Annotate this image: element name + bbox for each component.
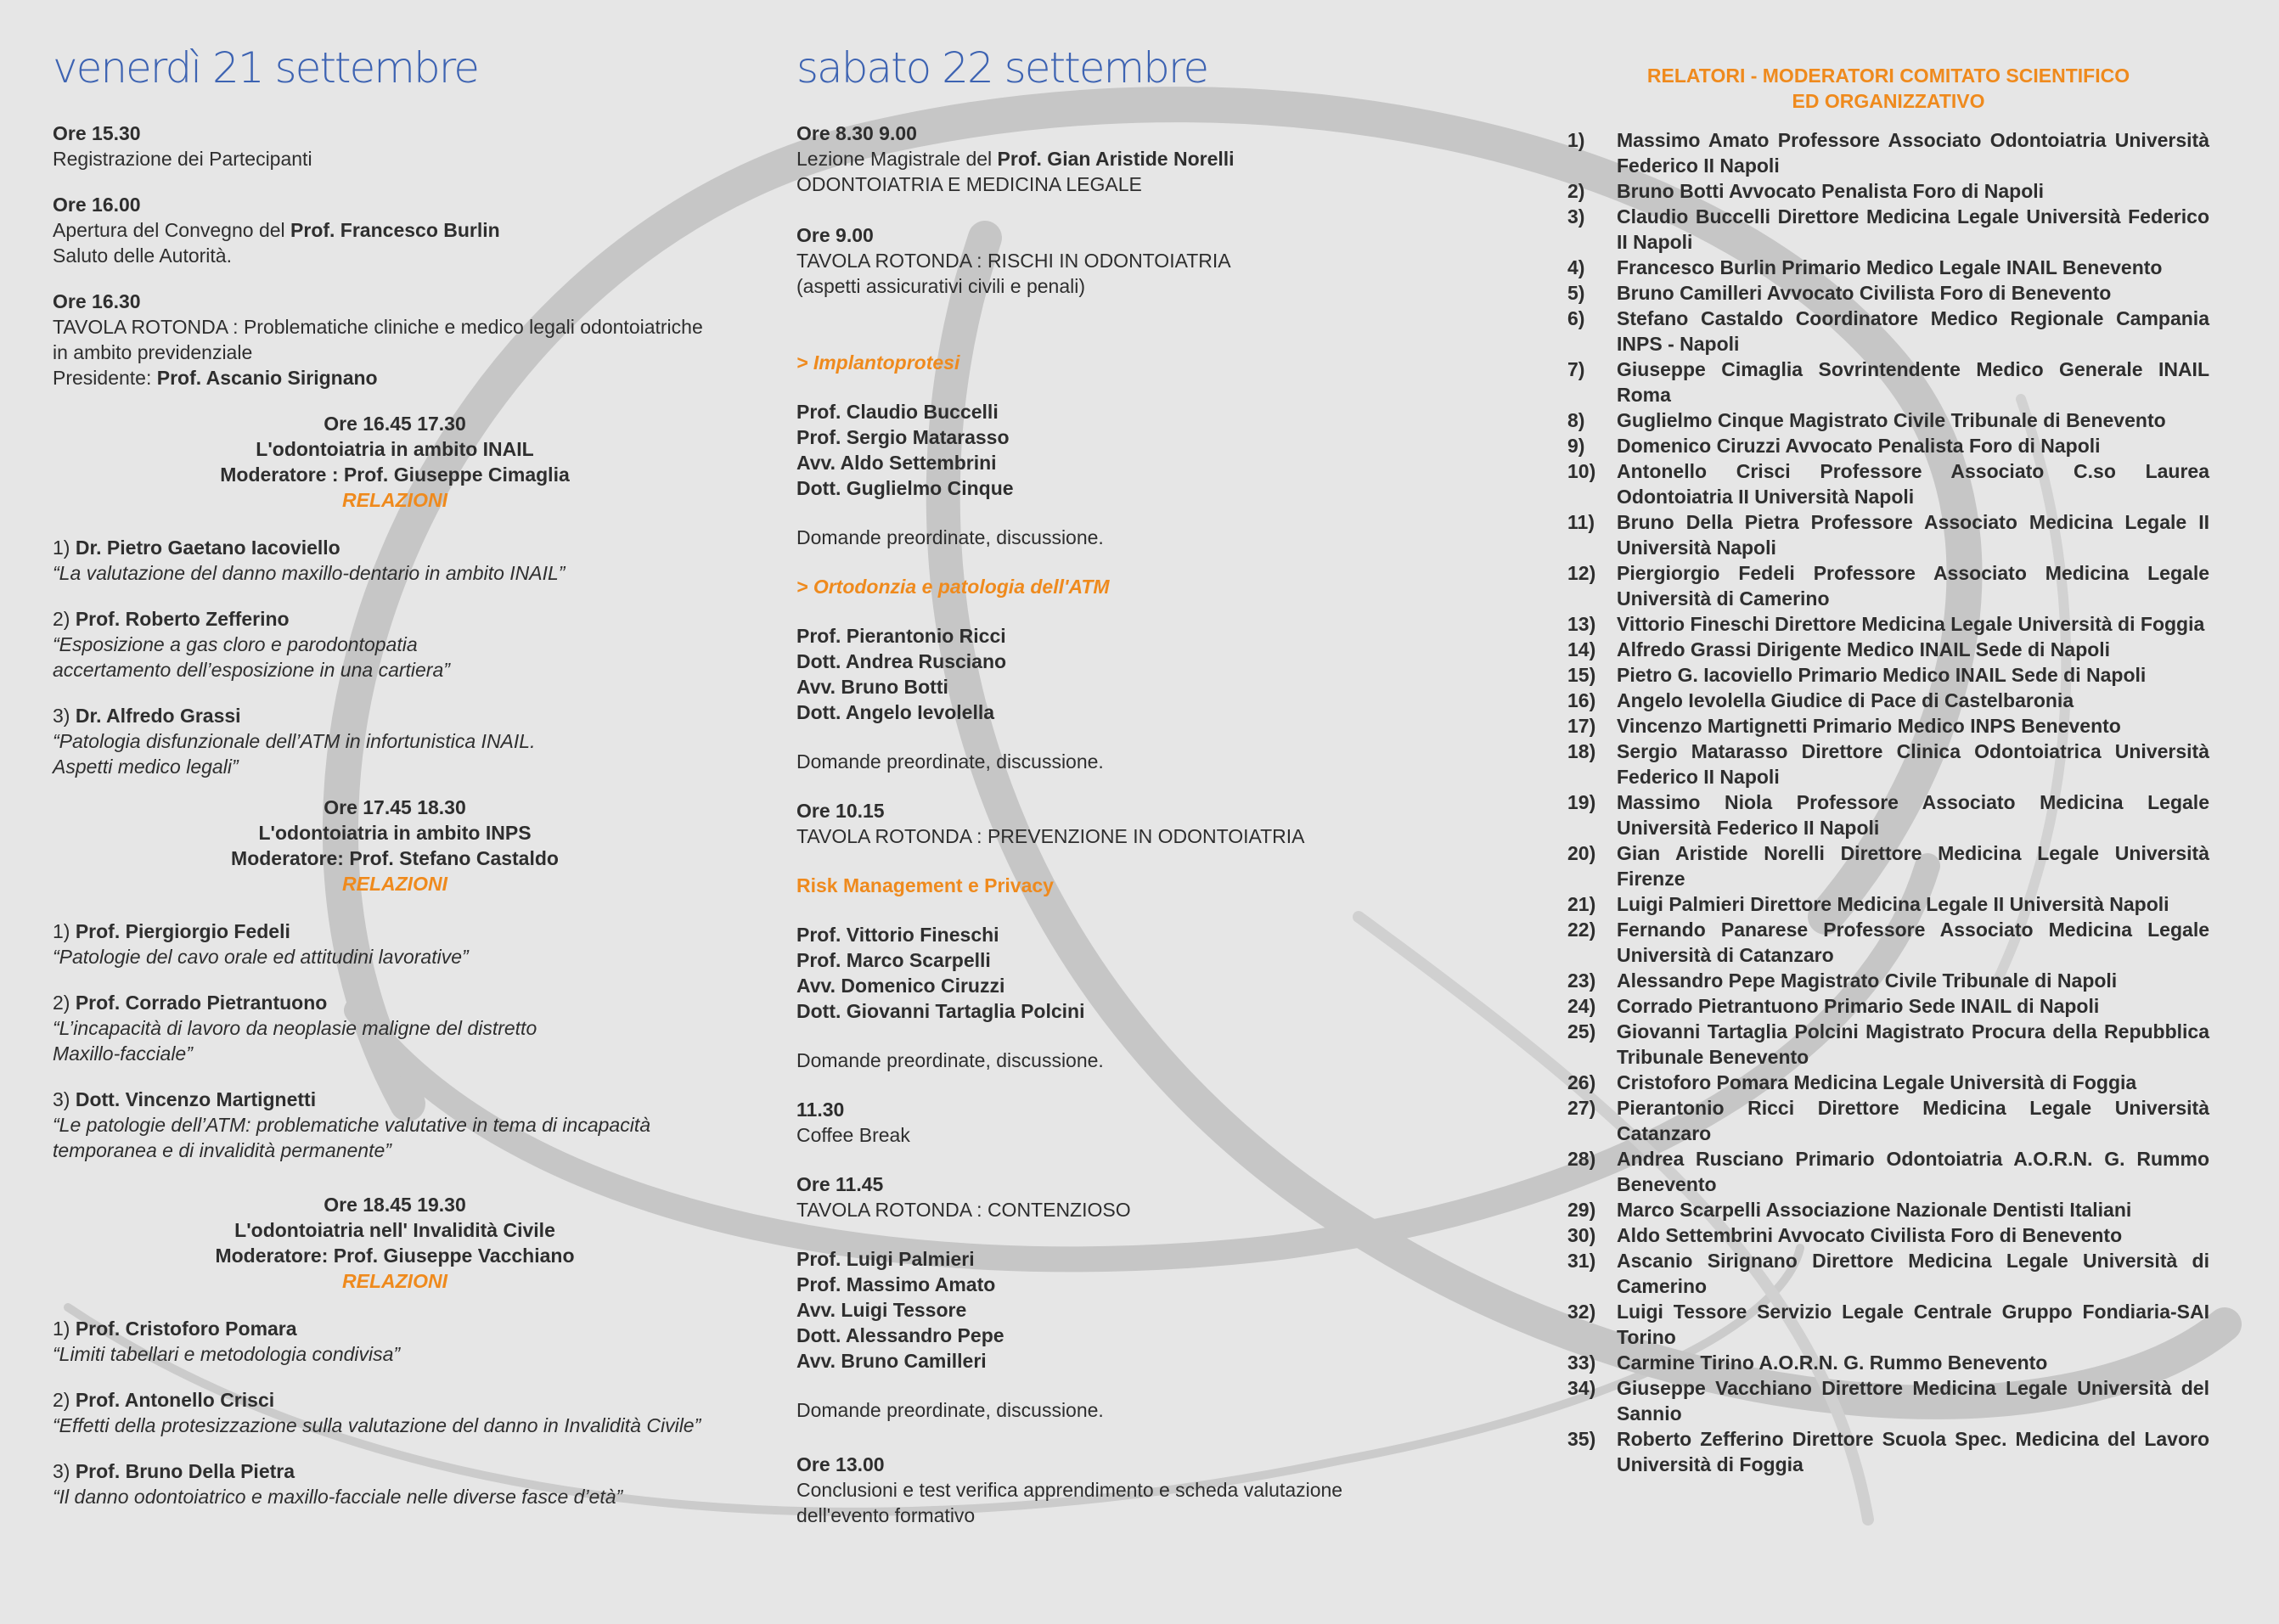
talk-speaker: Prof. Bruno Della Pietra — [75, 1460, 295, 1482]
session-inps-header — [53, 795, 737, 896]
talk-number: 2) — [53, 992, 76, 1014]
section-risk-management: Risk Management e Privacy — [796, 874, 1054, 896]
relatore-text: Domenico Ciruzzi Avvocato Penalista Foro di Napoli — [1617, 435, 2101, 457]
relatore-text: Bruno Camilleri Avvocato Civilista Foro di Benevento — [1617, 282, 2112, 304]
relatore-text: Alfredo Grassi Dirigente Medico INAIL Sede di Napoli — [1617, 638, 2111, 660]
speaker-name: Dott. Giovanni Tartaglia Polcini — [796, 1000, 1085, 1022]
relatore-text: Cristoforo Pomara Medicina Legale Università di Foggia — [1617, 1071, 2137, 1093]
relatore-item — [1567, 993, 2209, 1019]
session-inail-header — [53, 411, 737, 513]
roundtable-prevention-block — [796, 798, 1408, 849]
speaker-name: Prof. Sergio Matarasso — [796, 426, 1010, 448]
relatori-heading — [1567, 63, 2209, 114]
talk-title: “Limiti tabellari e metodologia condivisa” — [53, 1343, 401, 1365]
relatore-item — [1567, 611, 2209, 637]
relatore-number: 17) — [1567, 715, 1596, 737]
relatore-item — [1567, 840, 2209, 891]
president-line — [53, 365, 737, 391]
relatore-number: 7) — [1567, 358, 1585, 380]
agenda-text: TAVOLA ROTONDA : CONTENZIOSO — [796, 1199, 1131, 1221]
relatore-text: Luigi Palmieri Direttore Medicina Legale II Università Napoli — [1617, 893, 2169, 915]
conclusions-block — [796, 1452, 1408, 1528]
relatore-text: Corrado Pietrantuono Primario Sede INAIL di Napoli — [1617, 995, 2100, 1017]
relatore-item — [1567, 1375, 2209, 1426]
relatore-item — [1567, 968, 2209, 993]
relatore-item — [1567, 662, 2209, 688]
relatore-number: 22) — [1567, 919, 1596, 941]
relatore-number: 21) — [1567, 893, 1596, 915]
relatore-item — [1567, 1019, 2209, 1070]
relatore-item — [1567, 407, 2209, 433]
speaker-name: Dott. Andrea Rusciano — [796, 650, 1007, 672]
relatore-number: 13) — [1567, 613, 1596, 635]
time-label: Ore 8.30 9.00 — [796, 122, 917, 144]
speaker-name: Prof. Vittorio Fineschi — [796, 924, 999, 946]
relatore-number: 31) — [1567, 1250, 1596, 1272]
relatore-item — [1567, 1197, 2209, 1222]
talk-title: “Patologia disfunzionale dell’ATM in infortunistica INAIL. — [53, 730, 536, 752]
session-moderator: Moderatore: Prof. Giuseppe Vacchiano — [215, 1245, 575, 1267]
agenda-text: ODONTOIATRIA E MEDICINA LEGALE — [796, 173, 1142, 195]
agenda-text: Registrazione dei Partecipanti — [53, 148, 312, 170]
discussion-note: Domande preordinate, discussione. — [796, 526, 1104, 548]
talk-speaker: Dr. Alfredo Grassi — [75, 705, 241, 727]
relatore-text: Massimo Niola Professore Associato Medicina Legale Università Federico II Napoli — [1617, 791, 2209, 839]
agenda-text: dell'evento formativo — [796, 1504, 976, 1526]
speaker-list — [796, 922, 1408, 1024]
session-title: L'odontoiatria in ambito INPS — [258, 822, 532, 844]
relatore-item — [1567, 127, 2209, 178]
relatore-number: 28) — [1567, 1148, 1596, 1170]
talk-number: 1) — [53, 537, 76, 559]
talk-title: “Patologie del cavo orale ed attitudini lavorative” — [53, 946, 469, 968]
speaker-name: Prof. Luigi Palmieri — [796, 1248, 975, 1270]
relatore-text: Guglielmo Cinque Magistrato Civile Tribunale di Benevento — [1617, 409, 2166, 431]
speaker-list — [796, 623, 1408, 725]
day1-title: venerdì 21 settembre — [53, 43, 478, 93]
speaker-name: Dott. Angelo Ievolella — [796, 701, 995, 723]
time-label: Ore 11.45 — [796, 1173, 884, 1195]
relatore-text: Fernando Panarese Professore Associato Medicina Legale Università di Catanzaro — [1617, 919, 2209, 966]
agenda-text: in ambito previdenziale — [53, 341, 253, 363]
talk-speaker: Prof. Cristoforo Pomara — [75, 1318, 297, 1340]
relatore-text: Alessandro Pepe Magistrato Civile Tribunale di Napoli — [1617, 969, 2118, 992]
relatore-number: 26) — [1567, 1071, 1596, 1093]
relatore-text: Ascanio Sirignano Direttore Medicina Legale Università di Camerino — [1617, 1250, 2209, 1297]
speaker-name: Avv. Domenico Ciruzzi — [796, 975, 1005, 997]
time-label: Ore 9.00 — [796, 224, 874, 246]
relatore-number: 30) — [1567, 1224, 1596, 1246]
relazioni-label: RELAZIONI — [342, 873, 447, 895]
talk-item — [53, 1387, 737, 1438]
speaker-list — [796, 1246, 1408, 1374]
relatore-number: 33) — [1567, 1351, 1596, 1374]
talk-number: 2) — [53, 608, 76, 630]
relatore-item — [1567, 1350, 2209, 1375]
agenda-text-part: Apertura del Convegno del — [53, 219, 291, 241]
relatore-text: Bruno Botti Avvocato Penalista Foro di Napoli — [1617, 180, 2045, 202]
session-invalidita-header — [53, 1192, 737, 1294]
talk-number: 3) — [53, 1460, 76, 1482]
relatore-text: Giuseppe Cimaglia Sovrintendente Medico Generale INAIL Roma — [1617, 358, 2209, 406]
relatore-number: 35) — [1567, 1428, 1596, 1450]
relatore-item — [1567, 917, 2209, 968]
relatore-number: 6) — [1567, 307, 1585, 329]
agenda-text: Coffee Break — [796, 1124, 910, 1146]
relatore-number: 20) — [1567, 842, 1596, 864]
relatore-number: 8) — [1567, 409, 1585, 431]
speaker-name: Prof. Francesco Burlin — [290, 219, 500, 241]
relatore-number: 14) — [1567, 638, 1596, 660]
relatore-number: 3) — [1567, 205, 1585, 228]
relatore-text: Stefano Castaldo Coordinatore Medico Regionale Campania INPS - Napoli — [1617, 307, 2209, 355]
coffee-break-block — [796, 1097, 1408, 1148]
relatore-number: 25) — [1567, 1020, 1596, 1042]
session-time: Ore 18.45 19.30 — [324, 1194, 466, 1216]
talk-number: 1) — [53, 920, 76, 942]
relatore-number: 19) — [1567, 791, 1596, 813]
talk-title-cont: temporanea e di invalidità permanente” — [53, 1139, 391, 1161]
relatore-item — [1567, 1248, 2209, 1299]
session-title: L'odontoiatria nell' Invalidità Civile — [234, 1219, 555, 1241]
speaker-name: Prof. Gian Aristide Norelli — [997, 148, 1235, 170]
relatore-text: Angelo Ievolella Giudice di Pace di Castelbaronia — [1617, 689, 2074, 711]
relatore-number: 9) — [1567, 435, 1585, 457]
relatore-item — [1567, 357, 2209, 407]
roundtable-risks-block — [796, 222, 1408, 299]
discussion-note: Domande preordinate, discussione. — [796, 1399, 1104, 1421]
time-label: Ore 15.30 — [53, 122, 141, 144]
relatore-number: 11) — [1567, 511, 1595, 533]
relatore-number: 5) — [1567, 282, 1585, 304]
time-label: Ore 13.00 — [796, 1453, 885, 1475]
relatore-item — [1567, 560, 2209, 611]
talk-speaker: Prof. Roberto Zefferino — [75, 608, 290, 630]
talk-speaker: Prof. Piergiorgio Fedeli — [75, 920, 290, 942]
relatore-number: 27) — [1567, 1097, 1596, 1119]
relatore-item — [1567, 1095, 2209, 1146]
lecture-block — [796, 121, 1408, 197]
relatori-list — [1567, 127, 2209, 1477]
session-time: Ore 16.45 17.30 — [324, 413, 466, 435]
relatore-number: 1) — [1567, 129, 1585, 151]
president-name: Prof. Ascanio Sirignano — [156, 367, 378, 389]
session-title: L'odontoiatria in ambito INAIL — [256, 438, 534, 460]
speaker-name: Prof. Marco Scarpelli — [796, 949, 991, 971]
relatore-text: Pietro G. Iacoviello Primario Medico INAIL Sede di Napoli — [1617, 664, 2147, 686]
relatore-text: Andrea Rusciano Primario Odontoiatria A.O.R.N. G. Rummo Benevento — [1617, 1148, 2209, 1195]
relatore-item — [1567, 1070, 2209, 1095]
relatore-item — [1567, 306, 2209, 357]
registration-block — [53, 121, 737, 171]
speaker-name: Avv. Bruno Camilleri — [796, 1350, 987, 1372]
speaker-name: Prof. Massimo Amato — [796, 1273, 996, 1295]
relatore-item — [1567, 433, 2209, 458]
agenda-text: (aspetti assicurativi civili e penali) — [796, 275, 1086, 297]
talk-item — [53, 703, 737, 779]
session-moderator: Moderatore : Prof. Giuseppe Cimaglia — [220, 464, 570, 486]
relatore-text: Giovanni Tartaglia Polcini Magistrato Procura della Repubblica Tribunale Benevento — [1617, 1020, 2209, 1068]
talk-number: 3) — [53, 705, 76, 727]
relatore-item — [1567, 1299, 2209, 1350]
agenda-text: Conclusioni e test verifica apprendimento e scheda valutazione — [796, 1479, 1343, 1501]
relatore-number: 16) — [1567, 689, 1596, 711]
relatore-item — [1567, 458, 2209, 509]
agenda-text-part: Lezione Magistrale del — [796, 148, 998, 170]
relatore-item — [1567, 509, 2209, 560]
time-label: Ore 10.15 — [796, 800, 885, 822]
speaker-list — [796, 399, 1408, 501]
agenda-text: TAVOLA ROTONDA : Problematiche cliniche e medico legali odontoiatriche — [53, 316, 703, 338]
relatore-item — [1567, 255, 2209, 280]
relatore-item — [1567, 713, 2209, 739]
relatore-item — [1567, 637, 2209, 662]
session-time: Ore 17.45 18.30 — [324, 796, 466, 818]
roundtable-block — [53, 289, 737, 391]
agenda-text: TAVOLA ROTONDA : PREVENZIONE IN ODONTOIATRIA — [796, 825, 1305, 847]
relatore-text: Gian Aristide Norelli Direttore Medicina Legale Università Firenze — [1617, 842, 2209, 890]
relatore-number: 29) — [1567, 1199, 1596, 1221]
talk-item — [53, 606, 737, 683]
president-label: Presidente: — [53, 367, 157, 389]
talk-speaker: Dott. Vincenzo Martignetti — [75, 1088, 317, 1110]
talk-title-cont: Maxillo-facciale” — [53, 1042, 193, 1065]
relatore-number: 18) — [1567, 740, 1596, 762]
speaker-name: Prof. Claudio Buccelli — [796, 401, 999, 423]
relazioni-label: RELAZIONI — [342, 489, 447, 511]
talk-item — [53, 1458, 737, 1509]
relatore-text: Vittorio Fineschi Direttore Medicina Legale Università di Foggia — [1617, 613, 2205, 635]
session-moderator: Moderatore: Prof. Stefano Castaldo — [231, 847, 559, 869]
talk-title: “Le patologie dell’ATM: problematiche valutative in tema di incapacità — [53, 1114, 651, 1136]
relatore-text: Roberto Zefferino Direttore Scuola Spec. Medicina del Lavoro Università di Foggia — [1617, 1428, 2209, 1475]
speaker-name: Dott. Guglielmo Cinque — [796, 477, 1014, 499]
relatore-text: Luigi Tessore Servizio Legale Centrale Gruppo Fondiaria-SAI Torino — [1617, 1301, 2209, 1348]
relatore-item — [1567, 178, 2209, 204]
relatore-item — [1567, 1426, 2209, 1477]
relatore-number: 15) — [1567, 664, 1596, 686]
relatore-item — [1567, 790, 2209, 840]
opening-block — [53, 192, 737, 268]
relatori-heading-line: ED ORGANIZZATIVO — [1792, 90, 1985, 112]
talk-speaker: Prof. Antonello Crisci — [75, 1389, 275, 1411]
time-label: Ore 16.30 — [53, 290, 141, 312]
talk-title: “Il danno odontoiatrico e maxillo-facciale nelle diverse fasce d’età” — [53, 1486, 623, 1508]
relatore-text: Massimo Amato Professore Associato Odontoiatria Università Federico II Napoli — [1617, 129, 2209, 177]
relatore-text: Carmine Tirino A.O.R.N. G. Rummo Benevento — [1617, 1351, 2048, 1374]
relatore-number: 23) — [1567, 969, 1596, 992]
relatore-item — [1567, 204, 2209, 255]
talk-item — [53, 1087, 737, 1163]
talk-title: “Esposizione a gas cloro e parodontopatia — [53, 633, 418, 655]
talk-number: 1) — [53, 1318, 76, 1340]
talk-item — [53, 990, 737, 1066]
discussion-note: Domande preordinate, discussione. — [796, 750, 1104, 773]
relatore-text: Francesco Burlin Primario Medico Legale INAIL Benevento — [1617, 256, 2163, 278]
talk-title-cont: accertamento dell’esposizione in una cartiera” — [53, 659, 450, 681]
relazioni-label: RELAZIONI — [342, 1270, 447, 1292]
talk-title: “L’incapacità di lavoro da neoplasie maligne del distretto — [53, 1017, 537, 1039]
talk-item — [53, 919, 737, 969]
relatore-text: Sergio Matarasso Direttore Clinica Odontoiatrica Università Federico II Napoli — [1617, 740, 2209, 788]
agenda-text — [796, 146, 1408, 171]
relatore-number: 24) — [1567, 995, 1596, 1017]
talk-title-cont: Aspetti medico legali” — [53, 756, 239, 778]
talk-title: “Effetti della protesizzazione sulla valutazione del danno in Invalidità Civile” — [53, 1414, 701, 1436]
relatore-text: Antonello Crisci Professore Associato C.so Laurea Odontoiatria II Università Napoli — [1617, 460, 2209, 508]
relatore-item — [1567, 688, 2209, 713]
relatore-item — [1567, 1222, 2209, 1248]
relatori-column — [1567, 0, 2209, 1477]
day2-column — [796, 0, 1408, 1548]
day2-title: sabato 22 settembre — [796, 43, 1208, 93]
relatore-number: 2) — [1567, 180, 1585, 202]
speaker-name: Avv. Aldo Settembrini — [796, 452, 997, 474]
talk-number: 3) — [53, 1088, 76, 1110]
relatore-item — [1567, 280, 2209, 306]
relatore-text: Claudio Buccelli Direttore Medicina Legale Università Federico II Napoli — [1617, 205, 2209, 253]
talk-item — [53, 1316, 737, 1367]
relatore-text: Aldo Settembrini Avvocato Civilista Foro di Benevento — [1617, 1224, 2123, 1246]
talk-item — [53, 535, 737, 586]
agenda-text — [53, 217, 737, 243]
relatore-text: Pierantonio Ricci Direttore Medicina Legale Università Catanzaro — [1617, 1097, 2209, 1144]
roundtable-contenzioso-block — [796, 1172, 1408, 1222]
speaker-name: Prof. Pierantonio Ricci — [796, 625, 1006, 647]
agenda-text: TAVOLA ROTONDA : RISCHI IN ODONTOIATRIA — [796, 250, 1231, 272]
speaker-name: Avv. Luigi Tessore — [796, 1299, 967, 1321]
agenda-text: Saluto delle Autorità. — [53, 244, 232, 267]
relatore-number: 32) — [1567, 1301, 1596, 1323]
relatore-text: Marco Scarpelli Associazione Nazionale Dentisti Italiani — [1617, 1199, 2132, 1221]
day1-column — [53, 0, 737, 1530]
talk-number: 2) — [53, 1389, 76, 1411]
time-label: Ore 16.00 — [53, 194, 141, 216]
section-implantoprotesi: > Implantoprotesi — [796, 351, 960, 374]
relatore-text: Bruno Della Pietra Professore Associato Medicina Legale II Università Napoli — [1617, 511, 2209, 559]
section-ortodonzia: > Ortodonzia e patologia dell'ATM — [796, 576, 1110, 598]
time-label: 11.30 — [796, 1099, 845, 1121]
relatore-number: 12) — [1567, 562, 1596, 584]
speaker-name: Dott. Alessandro Pepe — [796, 1324, 1004, 1346]
talk-speaker: Dr. Pietro Gaetano Iacoviello — [75, 537, 340, 559]
relatore-item — [1567, 739, 2209, 790]
speaker-name: Avv. Bruno Botti — [796, 676, 948, 698]
relatore-number: 4) — [1567, 256, 1585, 278]
relatore-number: 34) — [1567, 1377, 1596, 1399]
talk-title: “La valutazione del danno maxillo-dentario in ambito INAIL” — [53, 562, 566, 584]
relatore-text: Vincenzo Martignetti Primario Medico INPS Benevento — [1617, 715, 2121, 737]
relatore-text: Giuseppe Vacchiano Direttore Medicina Legale Università del Sannio — [1617, 1377, 2209, 1425]
talk-speaker: Prof. Corrado Pietrantuono — [75, 992, 328, 1014]
relatori-heading-line: RELATORI - MODERATORI COMITATO SCIENTIFICO — [1646, 65, 2130, 87]
relatore-number: 10) — [1567, 460, 1596, 482]
relatore-item — [1567, 891, 2209, 917]
relatore-item — [1567, 1146, 2209, 1197]
discussion-note: Domande preordinate, discussione. — [796, 1049, 1104, 1071]
relatore-text: Piergiorgio Fedeli Professore Associato Medicina Legale Università di Camerino — [1617, 562, 2209, 610]
